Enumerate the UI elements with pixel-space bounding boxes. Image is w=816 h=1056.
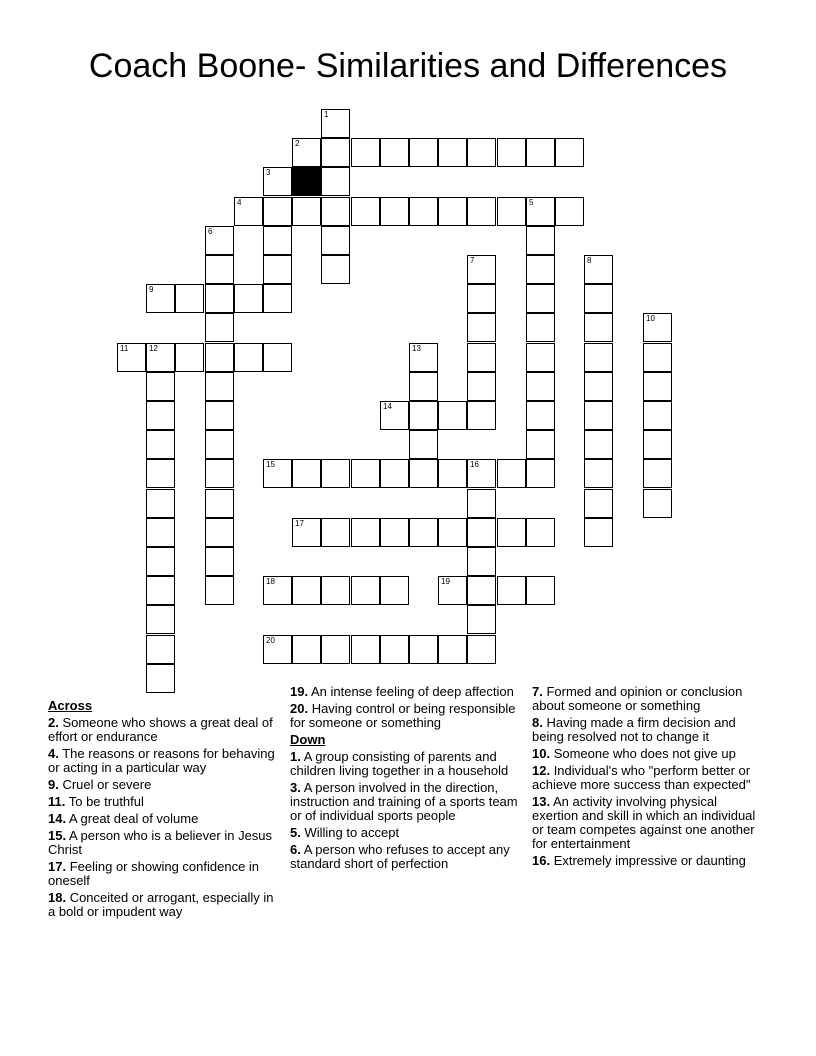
grid-cell[interactable]	[234, 343, 263, 372]
grid-cell[interactable]	[292, 197, 321, 226]
grid-cell[interactable]	[584, 518, 613, 547]
grid-cell[interactable]	[526, 518, 555, 547]
grid-cell[interactable]	[263, 459, 292, 488]
grid-cell[interactable]	[234, 197, 263, 226]
grid-cell[interactable]	[117, 343, 146, 372]
clue-text: Extremely impressive or daunting	[550, 853, 746, 868]
clue-item	[532, 685, 766, 713]
clue-text: Someone who does not give up	[550, 746, 736, 761]
grid-cell[interactable]	[526, 313, 555, 342]
grid-cell[interactable]	[321, 459, 350, 488]
grid-cell[interactable]	[146, 430, 175, 459]
clue-number: 1	[324, 110, 329, 119]
grid-cell[interactable]	[205, 489, 234, 518]
grid-cell[interactable]	[263, 255, 292, 284]
grid-cell[interactable]	[351, 197, 380, 226]
grid-cell[interactable]	[643, 313, 672, 342]
grid-cell[interactable]	[409, 343, 438, 372]
clue-number-label: 16.	[532, 853, 551, 868]
grid-cell[interactable]	[409, 635, 438, 664]
grid-cell[interactable]	[584, 430, 613, 459]
clue-number-label: 14.	[48, 811, 67, 826]
clue-number: 4	[237, 198, 242, 207]
clue-number-label: 11.	[48, 794, 66, 809]
clue-item	[532, 747, 766, 761]
clue-number-label: 4.	[48, 746, 59, 761]
clue-item	[532, 795, 766, 851]
clue-number: 6	[208, 227, 213, 236]
grid-cell[interactable]	[438, 518, 467, 547]
grid-cell[interactable]	[205, 547, 234, 576]
clue-text: A person who refuses to accept any standard short of perfection	[290, 842, 510, 871]
grid-cell[interactable]	[467, 401, 496, 430]
grid-cell[interactable]	[146, 605, 175, 634]
grid-cell[interactable]	[234, 284, 263, 313]
clues-column-1	[48, 699, 280, 922]
clue-text: An intense feeling of deep affection	[308, 684, 514, 699]
grid-cell[interactable]	[205, 284, 234, 313]
grid-cell[interactable]	[205, 518, 234, 547]
grid-cell[interactable]	[321, 138, 350, 167]
clue-text: A group consisting of parents and children living together in a household	[290, 749, 509, 778]
clue-number-label: 12.	[532, 763, 551, 778]
grid-cell[interactable]	[380, 635, 409, 664]
grid-cell[interactable]	[584, 255, 613, 284]
grid-cell[interactable]	[205, 343, 234, 372]
grid-cell[interactable]	[555, 138, 584, 167]
grid-cell[interactable]	[467, 547, 496, 576]
grid-cell[interactable]	[380, 576, 409, 605]
grid-cell[interactable]	[584, 372, 613, 401]
grid-cell[interactable]	[409, 372, 438, 401]
grid-cell[interactable]	[205, 430, 234, 459]
clue-text: The reasons or reasons for behaving or acting in a particular way	[48, 746, 275, 775]
grid-cell[interactable]	[584, 343, 613, 372]
clue-number-label: 7.	[532, 684, 543, 699]
clue-number-label: 1.	[290, 749, 301, 764]
grid-cell[interactable]	[146, 284, 175, 313]
grid-cell[interactable]	[526, 226, 555, 255]
grid-cell[interactable]	[321, 635, 350, 664]
grid-cell[interactable]	[263, 343, 292, 372]
grid-cell[interactable]	[351, 576, 380, 605]
grid-cell[interactable]	[409, 430, 438, 459]
grid-cell[interactable]	[146, 343, 175, 372]
clue-text: Someone who shows a great deal of effort or endurance	[48, 715, 273, 744]
grid-cell[interactable]	[146, 518, 175, 547]
clue-text: Formed and opinion or conclusion about someone or something	[532, 684, 743, 713]
clue-number: 13	[412, 344, 421, 353]
grid-cell[interactable]	[438, 197, 467, 226]
clue-number-label: 9.	[48, 777, 59, 792]
clue-item	[290, 826, 526, 840]
grid-cell[interactable]	[321, 226, 350, 255]
clue-item	[48, 860, 280, 888]
grid-cell[interactable]	[205, 372, 234, 401]
grid-cell[interactable]	[351, 635, 380, 664]
grid-cell[interactable]	[205, 401, 234, 430]
grid-cell[interactable]	[409, 197, 438, 226]
clue-item	[48, 891, 280, 919]
grid-cell[interactable]	[175, 284, 204, 313]
clue-text: Individual's who "perform better or achieve more success than expected"	[532, 763, 751, 792]
clue-number: 5	[529, 198, 534, 207]
clue-number: 8	[587, 256, 592, 265]
grid-cell[interactable]	[467, 459, 496, 488]
clue-item	[48, 778, 280, 792]
grid-cell[interactable]	[467, 284, 496, 313]
clue-item	[290, 702, 526, 730]
clue-number: 3	[266, 168, 271, 177]
grid-cell[interactable]	[467, 576, 496, 605]
grid-cell[interactable]	[380, 197, 409, 226]
clue-number-label: 8.	[532, 715, 543, 730]
grid-cell[interactable]	[584, 313, 613, 342]
grid-cell[interactable]	[292, 518, 321, 547]
grid-cell[interactable]	[292, 576, 321, 605]
grid-cell[interactable]	[292, 138, 321, 167]
grid-cell[interactable]	[497, 197, 526, 226]
grid-cell[interactable]	[526, 138, 555, 167]
grid-cell[interactable]	[321, 109, 350, 138]
black-cell	[292, 167, 321, 196]
grid-cell[interactable]	[292, 459, 321, 488]
grid-cell[interactable]	[497, 459, 526, 488]
grid-cell[interactable]	[146, 459, 175, 488]
grid-cell[interactable]	[555, 197, 584, 226]
clue-item	[290, 781, 526, 823]
grid-cell[interactable]	[263, 226, 292, 255]
grid-cell[interactable]	[205, 459, 234, 488]
grid-cell[interactable]	[438, 459, 467, 488]
grid-cell[interactable]	[584, 401, 613, 430]
grid-cell[interactable]	[409, 138, 438, 167]
clue-text: A person who is a believer in Jesus Christ	[48, 828, 273, 857]
across-heading: Across	[48, 698, 93, 713]
clue-number: 15	[266, 460, 275, 469]
grid-cell[interactable]	[467, 518, 496, 547]
clue-number: 10	[646, 314, 655, 323]
grid-cell[interactable]	[643, 372, 672, 401]
grid-cell[interactable]	[205, 255, 234, 284]
clue-number: 9	[149, 285, 154, 294]
grid-cell[interactable]	[409, 459, 438, 488]
grid-cell[interactable]	[526, 576, 555, 605]
grid-cell[interactable]	[467, 197, 496, 226]
clue-text: Cruel or severe	[58, 777, 152, 792]
clue-number: 14	[383, 402, 392, 411]
grid-cell[interactable]	[351, 138, 380, 167]
clue-number-label: 18.	[48, 890, 67, 905]
grid-cell[interactable]	[526, 401, 555, 430]
clue-number: 18	[266, 577, 275, 586]
clue-item	[290, 843, 526, 871]
grid-cell[interactable]	[467, 255, 496, 284]
clue-number: 17	[295, 519, 304, 528]
grid-cell[interactable]	[380, 401, 409, 430]
clue-number: 20	[266, 636, 275, 645]
grid-cell[interactable]	[409, 401, 438, 430]
grid-cell[interactable]	[321, 518, 350, 547]
grid-cell[interactable]	[438, 138, 467, 167]
grid-cell[interactable]	[497, 138, 526, 167]
grid-cell[interactable]	[351, 459, 380, 488]
clue-number-label: 6.	[290, 842, 301, 857]
grid-cell[interactable]	[584, 459, 613, 488]
grid-cell[interactable]	[321, 255, 350, 284]
grid-cell[interactable]	[146, 372, 175, 401]
grid-cell[interactable]	[321, 576, 350, 605]
grid-cell[interactable]	[467, 605, 496, 634]
grid-cell[interactable]	[380, 138, 409, 167]
grid-cell[interactable]	[467, 635, 496, 664]
clue-number: 19	[441, 577, 450, 586]
grid-cell[interactable]	[175, 343, 204, 372]
grid-cell[interactable]	[526, 343, 555, 372]
grid-cell[interactable]	[263, 576, 292, 605]
clue-number: 12	[149, 344, 158, 353]
clue-number: 7	[470, 256, 475, 265]
clue-item	[48, 795, 280, 809]
grid-cell[interactable]	[643, 401, 672, 430]
grid-cell[interactable]	[526, 197, 555, 226]
clue-text: To be truthful	[65, 794, 144, 809]
grid-cell[interactable]	[380, 459, 409, 488]
grid-cell[interactable]	[643, 459, 672, 488]
clue-item	[532, 764, 766, 792]
grid-cell[interactable]	[146, 664, 175, 693]
clue-text: A person involved in the direction, instruction and training of a sports team or of individual sports people	[290, 780, 518, 823]
clue-number-label: 15.	[48, 828, 67, 843]
grid-cell[interactable]	[467, 372, 496, 401]
grid-cell[interactable]	[643, 343, 672, 372]
clues-column-3	[532, 684, 766, 871]
grid-cell[interactable]	[438, 401, 467, 430]
clue-text: An activity involving physical exertion and skill in which an individual or team competes against one another for entertainment	[532, 794, 756, 851]
grid-cell[interactable]	[321, 167, 350, 196]
clue-item	[48, 716, 280, 744]
grid-cell[interactable]	[643, 489, 672, 518]
grid-cell[interactable]	[526, 284, 555, 313]
grid-cell[interactable]	[205, 226, 234, 255]
grid-cell[interactable]	[146, 489, 175, 518]
page-title: Coach Boone- Similarities and Differences	[88, 47, 728, 85]
clue-text: Having made a firm decision and being resolved not to change it	[532, 715, 736, 744]
grid-cell[interactable]	[467, 138, 496, 167]
grid-cell[interactable]	[263, 197, 292, 226]
grid-cell[interactable]	[497, 518, 526, 547]
clue-item	[290, 685, 526, 699]
clues-column-2	[290, 684, 526, 874]
down-heading: Down	[290, 732, 326, 747]
grid-cell[interactable]	[146, 635, 175, 664]
grid-cell[interactable]	[584, 489, 613, 518]
grid-cell[interactable]	[205, 313, 234, 342]
grid-cell[interactable]	[467, 489, 496, 518]
grid-cell[interactable]	[351, 518, 380, 547]
clue-number: 16	[470, 460, 479, 469]
clue-number-label: 2.	[48, 715, 59, 730]
grid-cell[interactable]	[526, 430, 555, 459]
clue-text: Conceited or arrogant, especially in a bold or impudent way	[48, 890, 274, 919]
clue-item	[532, 854, 766, 868]
grid-cell[interactable]	[205, 576, 234, 605]
clue-item	[48, 747, 280, 775]
clue-number-label: 13.	[532, 794, 551, 809]
grid-cell[interactable]	[321, 197, 350, 226]
grid-cell[interactable]	[467, 343, 496, 372]
grid-cell[interactable]	[380, 518, 409, 547]
grid-cell[interactable]	[292, 635, 321, 664]
grid-cell[interactable]	[146, 401, 175, 430]
grid-cell[interactable]	[497, 576, 526, 605]
clue-text: Willing to accept	[300, 825, 400, 840]
clue-number-label: 5.	[290, 825, 301, 840]
grid-cell[interactable]	[438, 576, 467, 605]
grid-cell[interactable]	[526, 459, 555, 488]
grid-cell[interactable]	[146, 547, 175, 576]
grid-cell[interactable]	[526, 372, 555, 401]
grid-cell[interactable]	[263, 635, 292, 664]
clue-item	[48, 829, 280, 857]
clue-text: Feeling or showing confidence in oneself	[48, 859, 260, 888]
grid-cell[interactable]	[438, 635, 467, 664]
grid-cell[interactable]	[526, 255, 555, 284]
clue-number: 2	[295, 139, 300, 148]
clue-number-label: 3.	[290, 780, 301, 795]
grid-cell[interactable]	[263, 284, 292, 313]
clue-number-label: 20.	[290, 701, 309, 716]
clue-number: 11	[120, 344, 129, 353]
clue-item	[290, 750, 526, 778]
grid-cell[interactable]	[467, 313, 496, 342]
clue-text: Having control or being responsible for someone or something	[290, 701, 516, 730]
grid-cell[interactable]	[146, 576, 175, 605]
clue-number-label: 17.	[48, 859, 67, 874]
clue-number-label: 19.	[290, 684, 309, 699]
grid-cell[interactable]	[643, 430, 672, 459]
clue-item	[532, 716, 766, 744]
grid-cell[interactable]	[263, 167, 292, 196]
clue-text: A great deal of volume	[66, 811, 199, 826]
clue-number-label: 10.	[532, 746, 551, 761]
grid-cell[interactable]	[409, 518, 438, 547]
clue-item	[48, 812, 280, 826]
grid-cell[interactable]	[584, 284, 613, 313]
